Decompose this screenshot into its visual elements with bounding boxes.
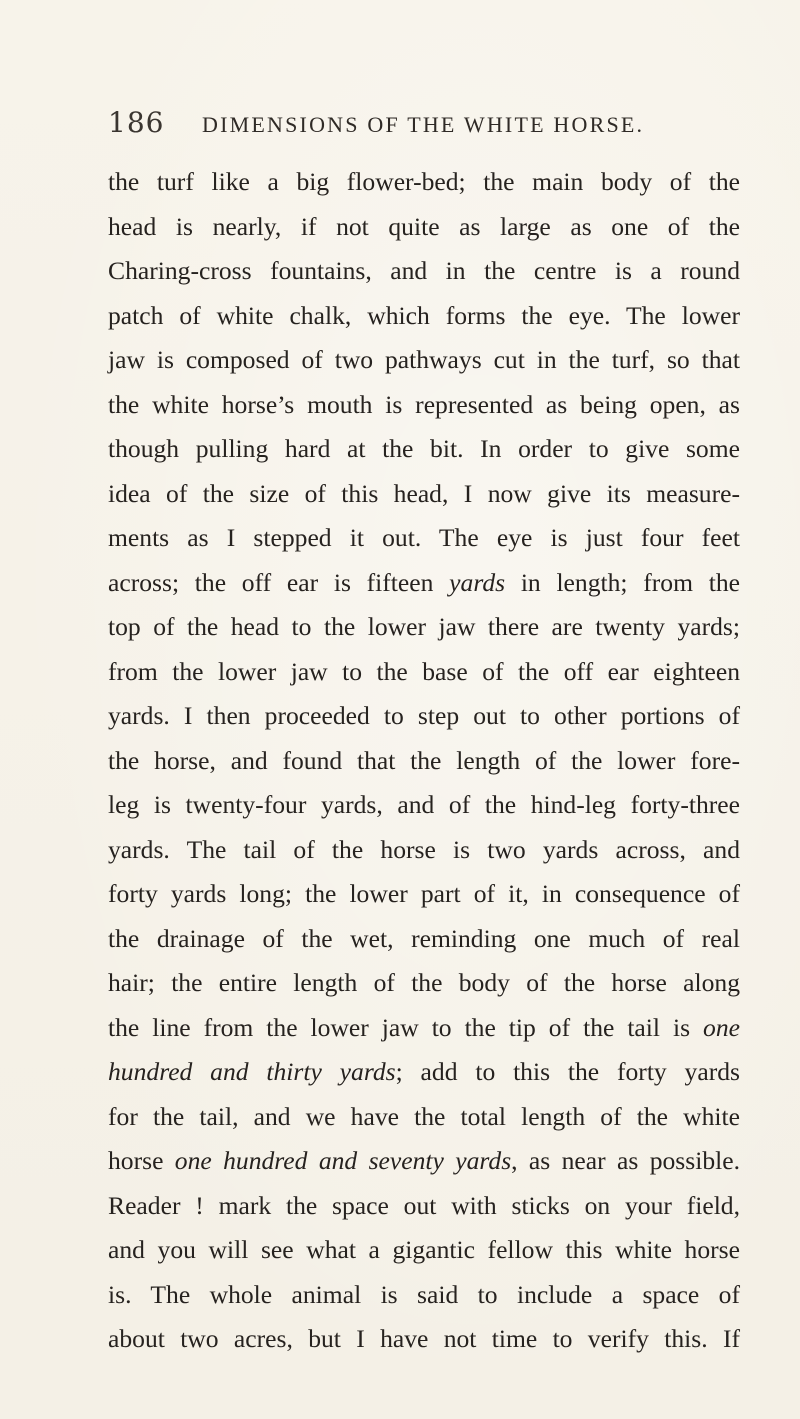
text-segment: the drainage of the wet, reminding one much of real bbox=[108, 923, 740, 953]
text-line bbox=[108, 338, 740, 383]
italic-text-segment: hundred and thirty yards bbox=[108, 1057, 396, 1086]
text-segment: top of the head to the lower jaw there are twenty yards; bbox=[108, 612, 740, 641]
text-segment: from the lower jaw to the base of the off ear eighteen bbox=[108, 656, 740, 686]
text-segment: yards. The tail of the horse is two yards across, and bbox=[108, 834, 740, 864]
text-line bbox=[108, 1006, 740, 1051]
text-segment: the line from the lower jaw to the tip of the tail is bbox=[108, 1012, 704, 1042]
text-segment: head is nearly, if not quite as large as one of the bbox=[108, 211, 740, 241]
text-segment: ments as I stepped it out. The eye is just four feet bbox=[108, 523, 740, 552]
text-line bbox=[108, 1139, 740, 1184]
text-segment: about two acres, but I have not time to verify this. If bbox=[108, 1324, 740, 1353]
text-line bbox=[108, 561, 740, 606]
text-line bbox=[108, 1228, 740, 1273]
text-segment: jaw is composed of two pathways cut in the turf, so that bbox=[108, 345, 740, 374]
text-line bbox=[108, 872, 740, 917]
text-segment: Reader ! mark the space out with sticks on your field, bbox=[108, 1190, 740, 1220]
text-line bbox=[108, 828, 740, 873]
text-segment: across; the off ear is fifteen bbox=[108, 567, 450, 597]
running-title: DIMENSIONS OF THE WHITE HORSE. bbox=[202, 112, 645, 137]
text-line bbox=[108, 605, 740, 650]
text-line bbox=[108, 516, 740, 561]
text-line bbox=[108, 1184, 740, 1229]
text-segment: the turf like a big flower-bed; the main body of the bbox=[108, 167, 740, 196]
text-segment: horse bbox=[108, 1146, 175, 1175]
text-line bbox=[108, 961, 740, 1006]
text-line bbox=[108, 783, 740, 828]
text-line bbox=[108, 650, 740, 695]
text-line bbox=[108, 1095, 740, 1140]
italic-text-segment: one hundred and seventy yards bbox=[174, 1146, 512, 1175]
italic-text-segment: one bbox=[703, 1012, 740, 1042]
text-line bbox=[108, 917, 740, 962]
page-header bbox=[108, 106, 748, 146]
text-line bbox=[108, 1317, 740, 1362]
text-segment: and you will see what a gigantic fellow this white horse bbox=[108, 1235, 740, 1264]
text-segment: for the tail, and we have the total length of the white bbox=[108, 1101, 740, 1131]
text-segment: forty yards long; the lower part of it, in consequence of bbox=[108, 879, 740, 908]
text-segment: hair; the entire length of the body of the horse along bbox=[108, 968, 740, 997]
page-number: 186 bbox=[108, 106, 165, 139]
text-segment: Charing-cross fountains, and in the centre is a round bbox=[108, 256, 740, 285]
text-line bbox=[108, 294, 740, 339]
text-segment: the white horse’s mouth is represented as being open, as bbox=[108, 389, 740, 419]
text-line bbox=[108, 1273, 740, 1318]
text-segment: ; add to this the forty yards bbox=[395, 1057, 740, 1086]
text-segment: in length; from the bbox=[505, 567, 740, 597]
text-line bbox=[108, 427, 740, 472]
text-segment: the horse, and found that the length of the lower fore- bbox=[108, 745, 740, 775]
text-segment: is. The whole animal is said to include a space of bbox=[108, 1279, 740, 1309]
text-line bbox=[108, 160, 740, 205]
text-segment: idea of the size of this head, I now give its measure- bbox=[108, 478, 740, 508]
text-line bbox=[108, 249, 740, 294]
body-text bbox=[108, 160, 740, 1362]
text-segment: patch of white chalk, which forms the eye. The lower bbox=[108, 300, 740, 330]
italic-text-segment: yards bbox=[449, 567, 506, 597]
text-line bbox=[108, 1050, 740, 1095]
text-segment: yards. I then proceeded to step out to other portions of bbox=[108, 701, 740, 730]
text-line bbox=[108, 205, 740, 250]
text-segment: leg is twenty-four yards, and of the hind-leg forty-three bbox=[108, 790, 740, 819]
text-line bbox=[108, 472, 740, 517]
text-segment: , as near as possible. bbox=[511, 1146, 740, 1175]
text-line bbox=[108, 694, 740, 739]
text-segment: though pulling hard at the bit. In order to give some bbox=[108, 434, 740, 463]
text-line bbox=[108, 383, 740, 428]
text-line bbox=[108, 739, 740, 784]
